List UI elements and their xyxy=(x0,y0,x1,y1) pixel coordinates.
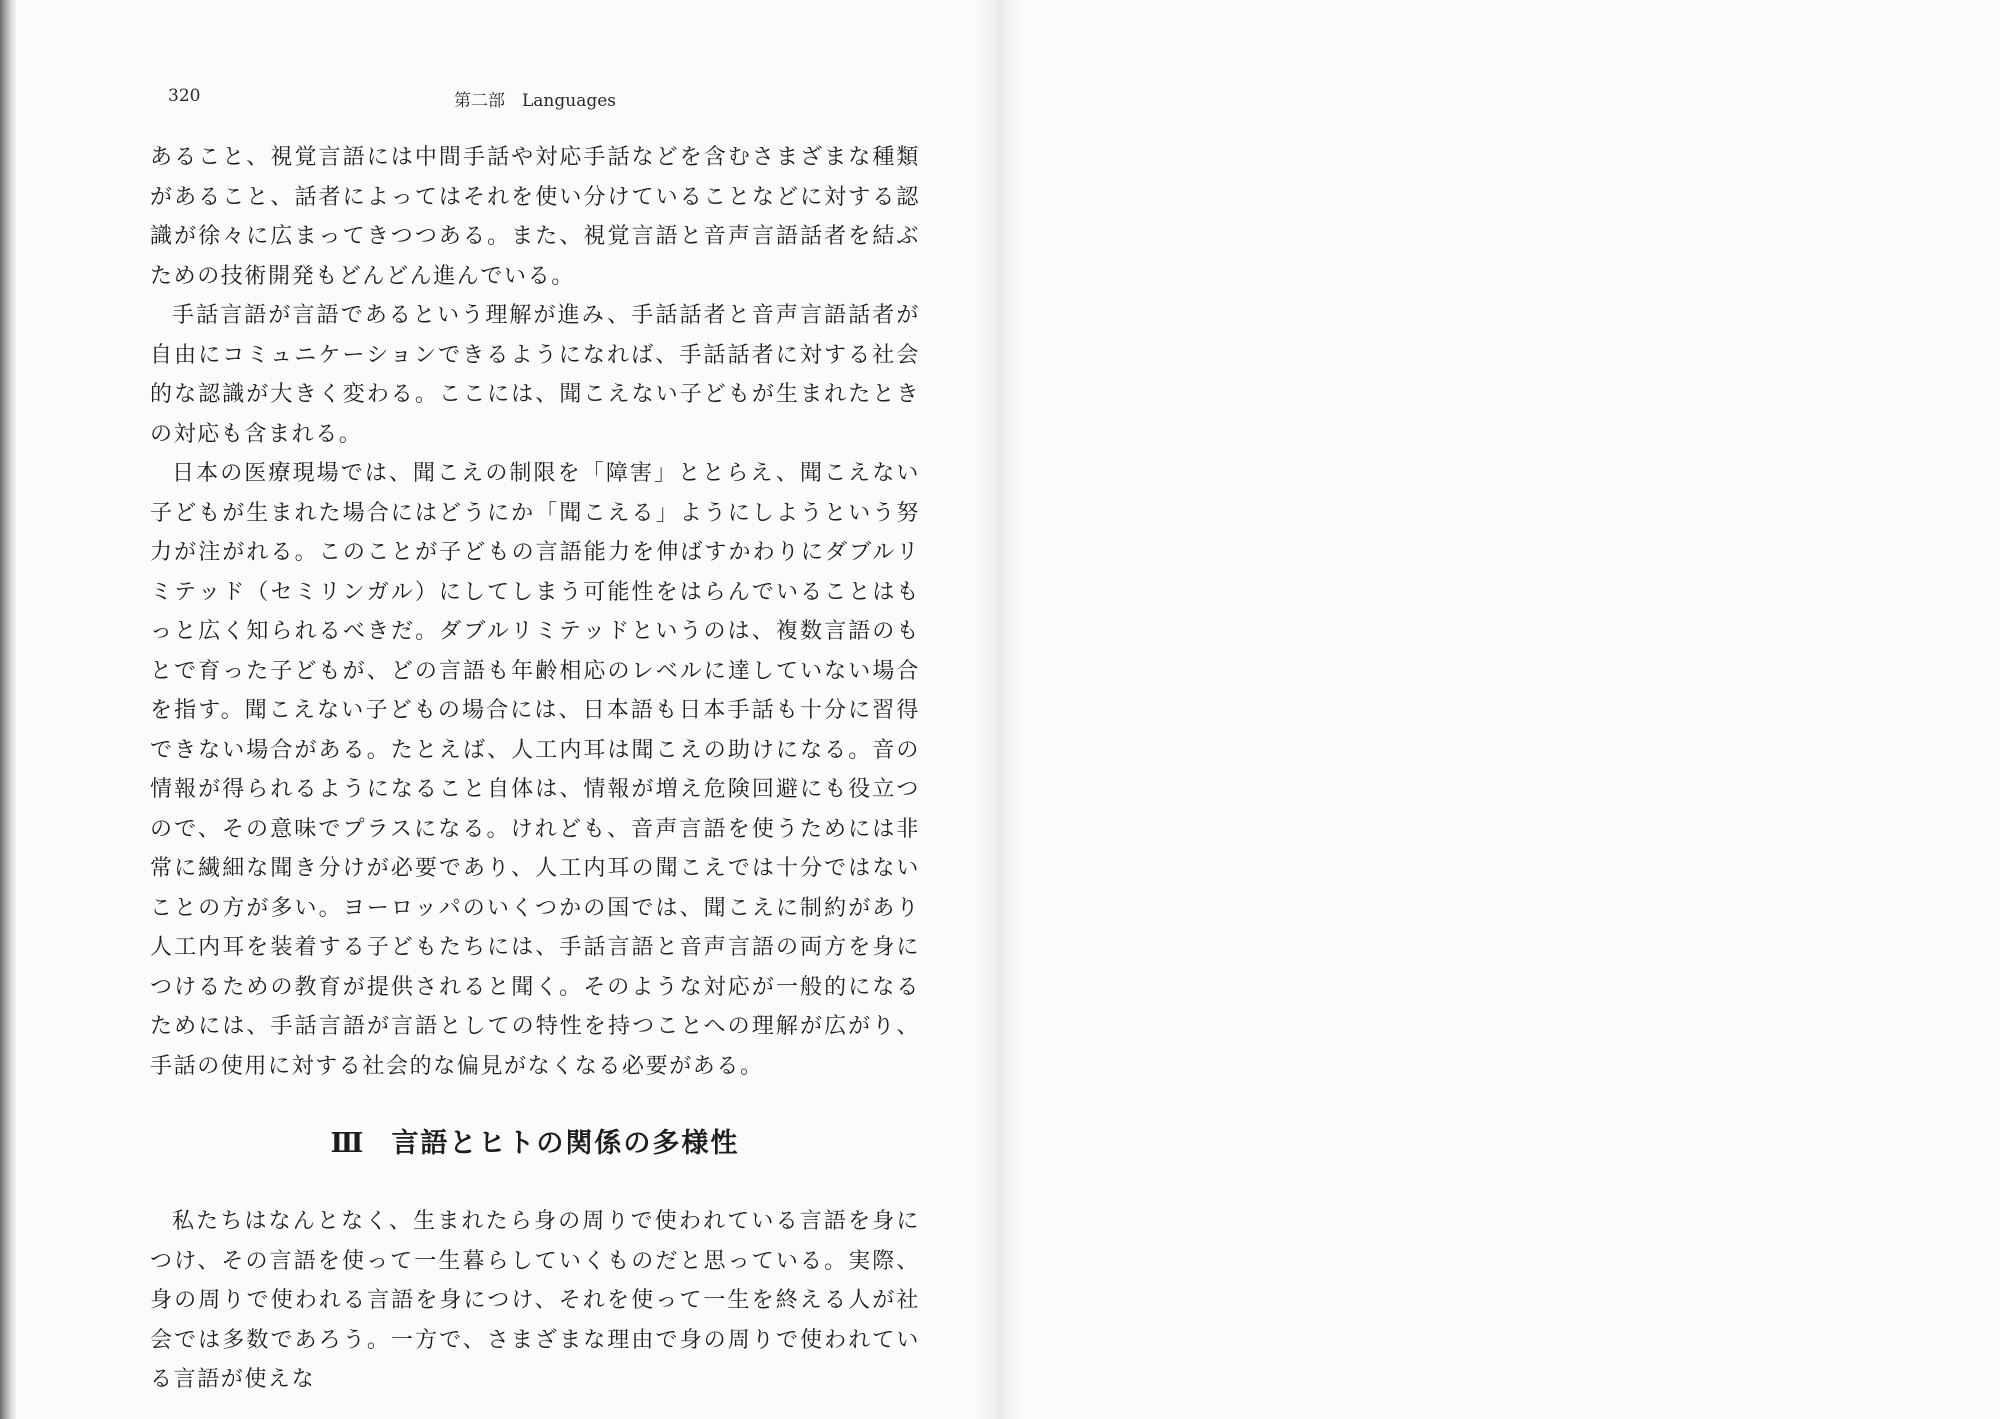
running-head-left: 第二部 Languages xyxy=(454,91,617,111)
section-heading xyxy=(150,1124,920,1164)
section-number: Ⅲ xyxy=(330,1128,366,1159)
page-number-left: 320 xyxy=(168,86,201,106)
section-title: 言語とヒトの関係の多様性 xyxy=(391,1128,740,1159)
paragraph: 私たちはなんとなく、生まれたら身の周りで使われている言語を身につけ、その言語を使って一生暮らしていくものだと思っている。実際、身の周りで使われる言語を身につけ、それを使って一生を終える人が社会では多数であろう。一方で、さまざまな理由で身の周りで使われている言語が使えな xyxy=(150,1209,920,1392)
book-gutter xyxy=(975,0,1025,1419)
paragraph: 日本の医療現場では、聞こえの制限を「障害」ととらえ、聞こえない子どもが生まれた場合にはどうにか「聞こえる」ようにしようという努力が注がれる。このことが子どもの言語能力を伸ばすかわりにダブルリミテッド（セミリンガル）にしてしまう可能性をはらんでいることはもっと広く知られるべきだ。ダブルリミテッドというのは、複数言語のもとで育った子どもが、どの言語も年齢相応のレベルに達していない場合を指す。聞こえない子どもの場合には、日本語も日本手話も十分に習得できない場合がある。たとえば、人工内耳は聞こえの助けになる。音の情報が得られるようになること自体は、情報が増え危険回避にも役立つので、その意味でプラスになる。けれども、音声言語を使うためには非常に繊細な聞き分けが必要であり、人工内耳の聞こえでは十分ではないことの方が多い。ヨーロッパのいくつかの国では、聞こえに制約があり人工内耳を装着する子どもたちには、手話言語と音声言語の両方を身につけるための教育が提供されると聞く。そのような対応が一般的になるためには、手話言語が言語としての特性を持つことへの理解が広がり、手話の使用に対する社会的な偏見がなくなる必要がある。 xyxy=(150,461,920,1079)
paragraph: 手話言語が言語であるという理解が進み、手話話者と音声言語話者が自由にコミュニケーションできるようになれば、手話話者に対する社会的な認識が大きく変わる。ここには、聞こえない子どもが生まれたときの対応も含まれる。 xyxy=(150,303,920,447)
left-page-body xyxy=(150,138,920,1400)
page-edge-shadow xyxy=(0,0,16,1419)
paragraph: あること、視覚言語には中間手話や対応手話などを含むさまざまな種類があること、話者によってはそれを使い分けていることなどに対する認識が徐々に広まってきつつある。また、視覚言語と音声言語話者を結ぶための技術開発もどんどん進んでいる。 xyxy=(150,145,920,289)
right-page xyxy=(1000,0,2000,1419)
